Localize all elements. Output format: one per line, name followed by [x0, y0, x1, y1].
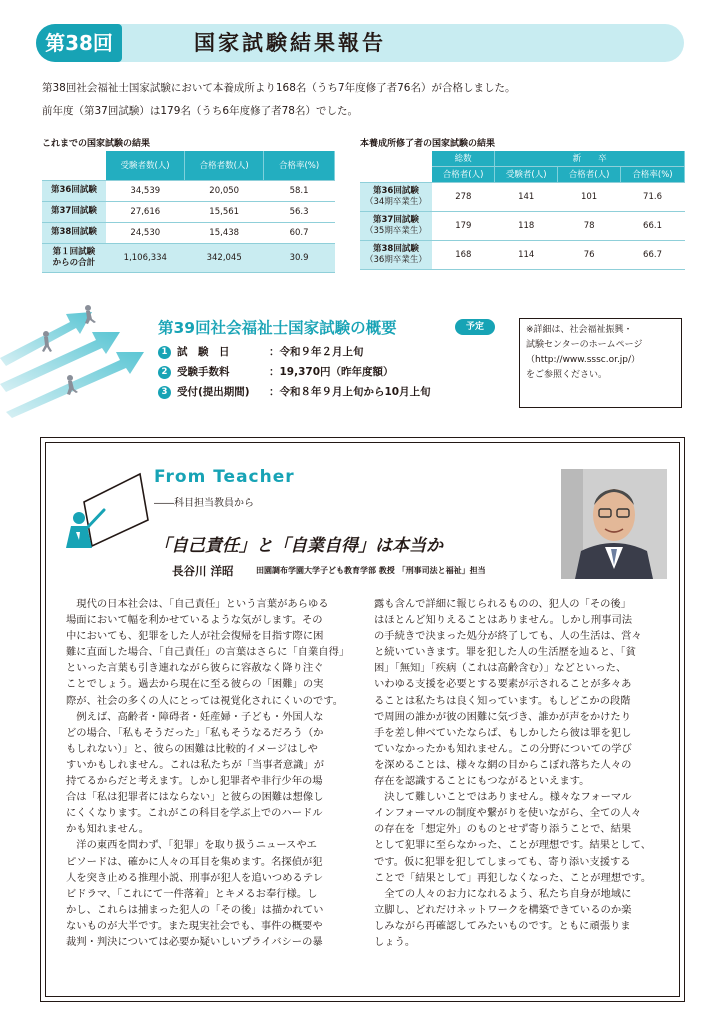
- number-3-icon: 3: [158, 386, 171, 399]
- article-title: 「自己責任」と「自業自得」は本当か: [154, 536, 443, 556]
- article-line: 場面において幅を利かせているような気がします。その: [66, 614, 323, 627]
- article-line: にくくなります。これがこの科目を学ぶ上でのハードル: [66, 807, 323, 820]
- article-line: いわゆる支援を必要とする要素が示されることが多々あ: [374, 678, 632, 691]
- article-line: しみながら再確認してみたいものです。ともに頑張りま: [374, 919, 631, 932]
- table-row: 第37回試験 27,616 15,561 56.3: [42, 201, 335, 222]
- table-row: 第36回試験 （34期卒業生） 278 141 101 71.6: [360, 182, 685, 211]
- school-table: [360, 151, 685, 270]
- col-header: 受験者数(人): [106, 151, 185, 180]
- history-table: [42, 151, 335, 273]
- article-line: 合は「私は犯罪者にはならない」と彼らの困難は想像し: [66, 791, 324, 804]
- article-line: の存在を「想定外」のものとせず寄り添うことで、結果: [374, 823, 632, 836]
- table-header-row: [42, 151, 335, 180]
- article-body-left: [66, 596, 356, 950]
- article-line: 決して難しいことではありません。様々なフォーマル: [374, 791, 632, 804]
- article-line: しょう。: [374, 935, 416, 948]
- col-header: 合格率(%): [264, 151, 335, 180]
- from-teacher-subheading: ――科目担当教員から: [154, 498, 254, 509]
- overview-item-fee: 2 受験手数料 ：19,370円（昨年度額）: [158, 363, 394, 381]
- details-note-box: ※詳細は、社会福祉振興・ 試験センターのホームページ （http://www.sssc.or.jp/） をご参照ください。: [519, 318, 682, 408]
- overview-item-date: 1 試 験 日 ：令和９年２月上旬: [158, 343, 364, 361]
- article-line: ることは私たちは良く知っています。もしどこかの段階: [374, 694, 631, 707]
- number-2-icon: 2: [158, 366, 171, 379]
- article-line: 難に直面した場合、「自己責任」の言葉はさらに「自業自得」: [66, 646, 350, 659]
- intro-line-1: 第38回社会福祉士国家試験において本養成所より168名（うち7年度修了者76名）が合格しました。: [42, 82, 516, 94]
- article-line: 立脚し、どれだけネットワークを構築できているのか楽: [374, 903, 632, 916]
- article-line: の手続きで決まった処分が終了しても、人の生活は、営々: [374, 630, 642, 643]
- group-header: 新 卒: [495, 151, 685, 166]
- article-line: かし、これらは捕まった犯人の「その後」は描かれてい: [66, 903, 324, 916]
- runners-arrows-illustration: [0, 300, 150, 418]
- table-group-header-row: [360, 151, 685, 166]
- article-line: 現代の日本社会は、「自己責任」という言葉があらゆる: [66, 598, 329, 610]
- overview-title: 第39回社会福祉士国家試験の概要: [158, 319, 397, 337]
- number-1-icon: 1: [158, 346, 171, 359]
- planned-badge: 予定: [455, 319, 495, 335]
- intro-line-2: 前年度（第37回試験）は179名（うち6年度修了者78名）でした。: [42, 105, 358, 117]
- article-line: 露も含んで詳細に報じられるものの、犯人の「その後」: [374, 598, 632, 610]
- article-line: 中においても、犯罪をした人が社会復帰を目指す際に困: [66, 630, 324, 643]
- article-line: 持てるからだと考えます。しかし犯罪者や非行少年の場: [66, 775, 323, 788]
- overview-item-application: 3 受付(提出期間) ：令和８年９月上旬から10月上旬: [158, 383, 431, 401]
- author-name: 長谷川 洋昭: [172, 564, 234, 578]
- article-line: です。仮に犯罪を犯してしまっても、寄り添い支援する: [374, 855, 631, 868]
- col-header: 合格率(%): [621, 166, 685, 182]
- history-table-caption: これまでの国家試験の結果: [42, 139, 151, 149]
- group-header: 総数: [432, 151, 495, 166]
- table-row: 第38回試験 24,530 15,438 60.7: [42, 222, 335, 243]
- article-line: 人を突き止める推理小説、刑事が犯人を追いつめるテレ: [66, 871, 324, 884]
- article-line: を深めることは、様々な網の目からこぼれ落ちた人々の: [374, 758, 632, 771]
- from-teacher-heading: From Teacher: [154, 467, 295, 487]
- table-row: 第38回試験 （36期卒業生） 168 114 76 66.7: [360, 240, 685, 269]
- article-line: どの場合、「私もそうだった」「私もそうなるだろう（か: [66, 726, 324, 739]
- table-row: 第36回試験 34,539 20,050 58.1: [42, 180, 335, 201]
- article-line: ことで「結果として」再犯しなくなった、ことが理想です。: [374, 871, 652, 884]
- col-header: 受験者(人): [495, 166, 558, 182]
- page-title: 国家試験結果報告: [194, 31, 386, 55]
- article-line: と続いていきます。罪を犯した人の生活歴を辿ると、「貧: [374, 646, 636, 659]
- teacher-at-whiteboard-icon: [62, 472, 154, 552]
- article-line: 全ての人々のお力になれるよう、私たち自身が地域に: [374, 887, 632, 900]
- table-total-row: 第１回試験 からの合計 1,106,334 342,045 30.9: [42, 243, 335, 272]
- article-line: 困」「無知」「疾病（これは高齢含む）」などといった、: [374, 662, 627, 675]
- article-body-right: [374, 596, 664, 950]
- article-line: 例えば、高齢者・障碍者・妊産婦・子ども・外国人な: [66, 710, 324, 723]
- article-line: といった言葉も引き連れながら彼らに容赦なく降り注ぐ: [66, 662, 324, 675]
- exam-number-badge: 第38回: [36, 24, 122, 62]
- report-header: [36, 24, 684, 62]
- article-line: はほとんど知りえることはありません。しかし刑事司法: [374, 614, 633, 627]
- article-line: ことでしょう。過去から現在に至る彼らの「困難」の実: [66, 678, 324, 691]
- article-line: で周囲の誰かが彼の困難に気づき、誰かが声をかけたり: [374, 710, 632, 723]
- article-line: 際が、社会の多くの人にとっては視覚化されにくいのです。: [66, 694, 343, 707]
- article-line: もしれない）」と、彼らの困難は比較的イメージはしや: [66, 742, 318, 755]
- article-line: ピソードは、確かに人々の耳目を集めます。名探偵が犯: [66, 855, 323, 868]
- website-link[interactable]: （http://www.sssc.or.jp/）: [526, 355, 641, 365]
- article-line: かも知れません。: [66, 823, 149, 836]
- table-row: 第37回試験 （35期卒業生） 179 118 78 66.1: [360, 211, 685, 240]
- article-line: インフォーマルの制度や繋がりを使いながら、全ての人々: [374, 807, 642, 820]
- col-header: 合格者数(人): [185, 151, 264, 180]
- article-line: ないものが大半です。また現実社会でも、事件の概要や: [66, 919, 323, 932]
- article-line: 裁判・判決については必要か疑いしいプライバシーの暴: [66, 935, 323, 948]
- col-header: 合格者(人): [558, 166, 621, 182]
- article-line: すいかもしれません。これは私たちが「当事者意識」が: [66, 758, 325, 771]
- school-table-caption: 本養成所修了者の国家試験の結果: [360, 139, 496, 149]
- article-line: 存在を認識することにもつながるといえます。: [374, 775, 590, 788]
- article-line: として犯罪に至らなかった、ことが理想です。結果として、: [374, 839, 651, 852]
- col-header: 合格者(人): [432, 166, 495, 182]
- article-line: 洋の東西を問わず、「犯罪」を取り扱うニュースやエ: [66, 839, 317, 852]
- arrow-graphic: [0, 312, 144, 418]
- author-photo: [561, 469, 667, 579]
- article-line: ビドラマ、「これにて一件落着」とキメるお奉行様。し: [66, 887, 318, 900]
- author-affiliation: 田園調布学園大学子ども教育学部 教授 「刑事司法と福祉」担当: [256, 566, 486, 575]
- article-line: 手を差し伸べていたならば、もしかしたら彼は罪を犯し: [374, 726, 632, 739]
- article-line: ていなかったかも知れません。この分野についての学び: [374, 742, 632, 755]
